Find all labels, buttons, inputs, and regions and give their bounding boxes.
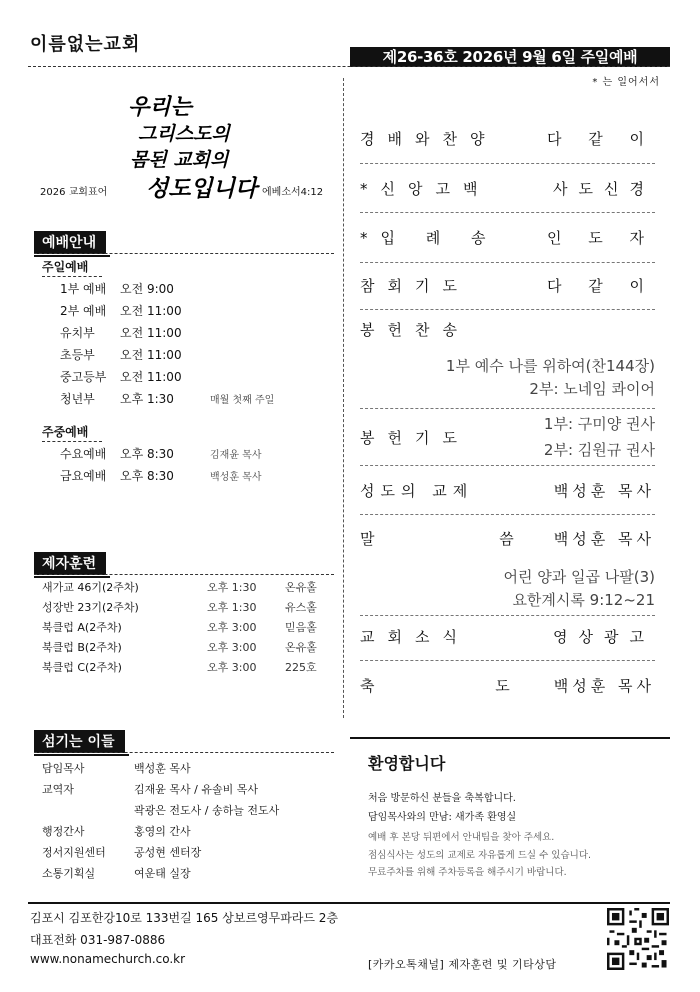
servant-role: 교역자 (42, 782, 74, 796)
order-item-name: *신앙고백 (360, 180, 491, 198)
service-name: 2부 예배 (60, 303, 107, 318)
training-time: 오후 3:00 (207, 621, 257, 634)
servants-section (34, 730, 125, 753)
order-item-value: 백성훈 목사 (553, 482, 655, 500)
training-time: 오후 1:30 (207, 601, 257, 614)
offering-song-1: 1부 예수 나를 위하여(찬144장) (445, 357, 655, 375)
order-divider (360, 309, 655, 310)
service-name: 유치부 (60, 325, 95, 340)
welcome-note-2: 점심식사는 성도의 교제로 자유롭게 드실 수 있습니다. (368, 850, 592, 861)
training-name: 성장반 23기(2주차) (42, 601, 139, 614)
training-section (34, 552, 106, 575)
service-note: 김재윤 목사 (210, 449, 262, 461)
order-divider (360, 465, 655, 466)
servant-names: 곽광은 전도사 / 송하늘 전도사 (134, 803, 280, 817)
training-time: 오후 3:00 (207, 641, 257, 654)
servant-names: 공성현 센터장 (134, 845, 202, 859)
servant-row (42, 820, 279, 841)
training-title: 제자훈련 (34, 552, 106, 575)
training-row (42, 577, 317, 597)
order-item-name: 봉헌기도 (360, 429, 470, 447)
order-item-value: 인 도 자 (546, 229, 655, 247)
servant-row (42, 799, 279, 820)
order-divider (360, 163, 655, 164)
servant-role: 소통기획실 (42, 866, 96, 880)
service-time: 오전 11:00 (120, 347, 182, 362)
section-divider (34, 253, 334, 254)
welcome-divider (350, 737, 670, 739)
motto-verse: 에베소서4:12 (262, 187, 324, 198)
training-row (42, 597, 317, 617)
servant-names: 홍영의 간사 (134, 824, 191, 838)
order-item-value: 백성훈 목사 (553, 530, 655, 548)
training-place: 온유홀 (285, 641, 317, 654)
service-time: 오후 1:30 (120, 391, 174, 406)
order-divider (360, 212, 655, 213)
schedule-row (60, 387, 274, 409)
sermon-title: 어린 양과 일곱 나팔(3) (503, 568, 655, 586)
service-name: 중고등부 (60, 369, 107, 384)
order-divider (360, 660, 655, 661)
standing-note: * 는 일어서서 (592, 77, 660, 88)
training-place: 225호 (285, 661, 317, 674)
training-list (42, 577, 317, 677)
welcome-note-1: 예배 후 본당 뒤편에서 안내팀을 찾아 주세요. (368, 832, 555, 843)
church-phone: 대표전화 031-987-0886 (30, 933, 166, 947)
training-time: 오후 1:30 (207, 581, 257, 594)
service-name: 1부 예배 (60, 281, 107, 296)
motto-line-4: 성도입니다 (146, 175, 258, 202)
servant-row (42, 841, 279, 862)
order-item-name: 축 도 (360, 677, 568, 695)
schedule-row (60, 464, 261, 486)
servants-list (42, 757, 279, 883)
offering-song-2: 2부: 노네임 콰이어 (529, 380, 655, 398)
weekday-worship-title: 주중예배 (42, 425, 89, 439)
offering-prayer-1: 1부: 구미양 권사 (543, 415, 655, 433)
church-address: 김포시 김포한강10로 133번길 165 상보르영무파라드 2층 (30, 911, 339, 925)
welcome-note-3: 무료주차를 위해 주차등록을 해주시기 바랍니다. (368, 867, 567, 878)
servant-row (42, 778, 279, 799)
order-item-value: 백성훈 목사 (553, 677, 655, 695)
order-divider (360, 408, 655, 409)
servant-role: 행정간사 (42, 824, 85, 838)
header-divider (28, 66, 670, 67)
training-name: 북클럽 B(2주차) (42, 641, 122, 654)
service-note: 백성훈 목사 (210, 471, 262, 483)
schedule-row (60, 321, 274, 343)
servant-role: 정서지원센터 (42, 845, 106, 859)
service-time: 오전 9:00 (120, 281, 174, 296)
training-place: 유스홀 (285, 601, 317, 614)
offering-prayer-2: 2부: 김원규 권사 (543, 441, 655, 459)
service-name: 금요예배 (60, 468, 107, 483)
servant-names: 백성훈 목사 (134, 761, 191, 775)
training-name: 새가교 46기(2주차) (42, 581, 139, 594)
training-place: 온유홀 (285, 581, 317, 594)
servant-names: 김재윤 목사 / 유솔비 목사 (134, 782, 258, 796)
order-item-name: 교회소식 (360, 628, 470, 646)
order-item-value: 영상광고 (553, 628, 655, 646)
section-divider (34, 752, 334, 753)
welcome-title: 환영합니다 (368, 754, 446, 773)
schedule-row (60, 277, 274, 299)
order-item-name: 봉헌찬송 (360, 321, 470, 339)
motto-line-1: 우리는 (128, 94, 192, 120)
order-item-name: 참회기도 (360, 277, 470, 295)
section-divider (34, 574, 334, 575)
order-item-value: 다 같 이 (546, 277, 655, 295)
training-row (42, 657, 317, 677)
service-time: 오후 8:30 (120, 446, 174, 461)
motto-line-3: 몸된 교회의 (130, 149, 229, 171)
schedule-row (60, 365, 274, 387)
training-row (42, 637, 317, 657)
service-time: 오전 11:00 (120, 303, 182, 318)
training-name: 북클럽 A(2주차) (42, 621, 122, 634)
motto-line-2: 그리스도의 (138, 123, 230, 145)
church-name: 이름없는교회 (30, 34, 141, 55)
training-row (42, 617, 317, 637)
order-item-value: 다 같 이 (546, 130, 655, 148)
schedule-row (60, 442, 261, 464)
welcome-line-1: 처음 방문하신 분들을 축복합니다. (368, 793, 516, 804)
service-time: 오후 8:30 (120, 468, 174, 483)
worship-info-title: 예배안내 (34, 231, 106, 254)
sunday-schedule (60, 277, 274, 409)
schedule-row (60, 343, 274, 365)
service-name: 수요예배 (60, 446, 107, 461)
welcome-line-2: 담임목사와의 만남: 새가족 환영실 (368, 812, 517, 823)
servant-role: 담임목사 (42, 761, 85, 775)
training-time: 오후 3:00 (207, 661, 257, 674)
servant-row (42, 757, 279, 778)
order-item-name: 성도의 교제 (360, 482, 474, 500)
kakao-channel-note: [카카오톡채널] 제자훈련 및 기타상담 (368, 958, 557, 971)
footer-divider (28, 902, 670, 904)
motto-calligraphy (120, 88, 270, 206)
column-divider (343, 78, 344, 718)
order-divider (360, 514, 655, 515)
worship-info-section (34, 231, 106, 254)
order-item-name: 경배와찬양 (360, 130, 498, 148)
sunday-worship-title: 주일예배 (42, 260, 89, 274)
service-time: 오전 11:00 (120, 325, 182, 340)
servant-names: 여운태 실장 (134, 866, 191, 880)
service-note: 매월 첫째 주일 (210, 394, 275, 406)
order-item-value: 사도신경 (553, 180, 655, 198)
order-divider (360, 615, 655, 616)
training-place: 믿음홀 (285, 621, 317, 634)
weekday-schedule (60, 442, 261, 486)
service-name: 초등부 (60, 347, 95, 362)
sermon-passage: 요한계시록 9:12~21 (512, 591, 655, 609)
service-name: 청년부 (60, 391, 95, 406)
service-time: 오전 11:00 (120, 369, 182, 384)
qr-code-icon[interactable] (607, 908, 669, 970)
issue-banner: 제26-36호 2026년 9월 6일 주일예배 (350, 47, 670, 67)
church-website[interactable]: www.nonamechurch.co.kr (30, 952, 186, 966)
order-item-name: *입 례 송 (360, 229, 499, 247)
motto-year-label: 2026 교회표어 (40, 187, 108, 198)
order-item-name: 말 씀 (360, 530, 574, 548)
order-divider (360, 262, 655, 263)
schedule-row (60, 299, 274, 321)
training-name: 북클럽 C(2주차) (42, 661, 122, 674)
servant-row (42, 862, 279, 883)
servants-title: 섬기는 이들 (34, 730, 125, 753)
